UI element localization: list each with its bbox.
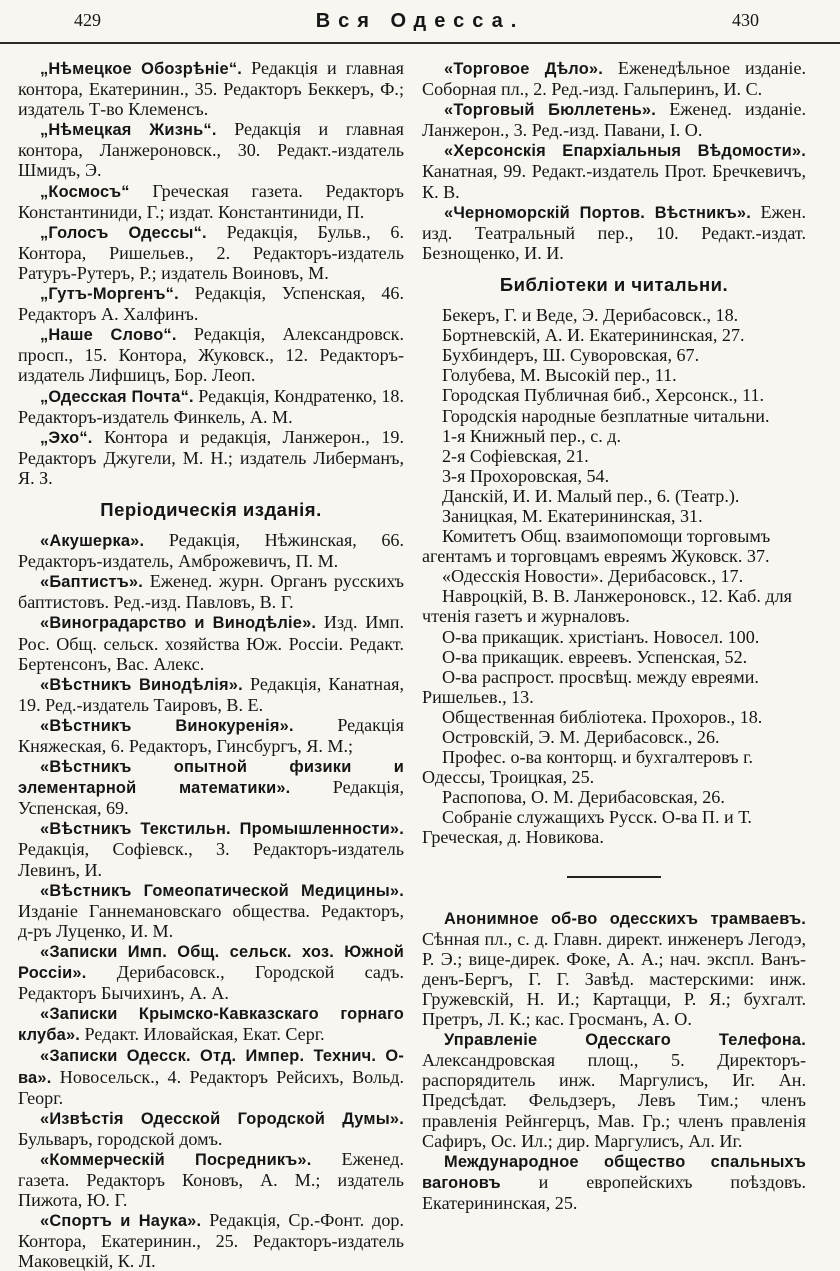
entry-text: Редакція и главная контора, Екатеринин., 35. Редакторъ Беккеръ, Ф.; издатель Т-во Клеменсъ. xyxy=(18,58,404,120)
entry xyxy=(18,1210,404,1271)
entry xyxy=(18,1108,404,1149)
entry-name: Анонимное об-во одесскихъ трамваевъ. xyxy=(444,909,806,928)
entry-name: „Наше Слово“. xyxy=(40,326,177,345)
page-number-right: 430 xyxy=(732,10,759,30)
right-bottom-entries xyxy=(422,908,806,1213)
entry-name: „Нѣмецкая Жизнь“. xyxy=(40,121,217,140)
entry xyxy=(18,1045,404,1107)
entry xyxy=(18,1149,404,1210)
entry-name: «Баптистъ». xyxy=(40,573,143,592)
entry-name: «Торговое Дѣло». xyxy=(444,60,603,78)
right-top-entries xyxy=(422,58,806,263)
entry xyxy=(422,140,806,201)
entry-text: Дерибасовск., Городской садъ. Редакторъ Бычихинъ, А. А. xyxy=(18,962,404,1004)
entry-text: Редакція, Софіевск., 3. Редакторъ-издатель Левинъ, И. xyxy=(18,839,404,880)
entry-text: Александровская площ., 5. Директоръ-распорядитель инж. Маргулисъ, Иг. Ан. Предсѣдат. Фельдзеръ, Левъ Тим.; членъ правленія Рейнгерцъ, Мав. Гр.; членъ правленія Сафиръ, Ос. Ил.; дир. Маргулисъ, Ал. Иг. xyxy=(422,1050,806,1151)
entry-name: „Космосъ“ xyxy=(40,182,130,201)
entry-text: Редакція, Канатная, 19. Ред.-издатель Таировъ, В. Е. xyxy=(18,673,404,715)
entry-name: «Акушерка». xyxy=(40,532,145,551)
list-item: Профес. о-ва конторщ. и бухгалтеровъ г. Одессы, Троицкая, 25. xyxy=(422,747,754,788)
list-item: Комитетъ Общ. взаимопомощи торговымъ агентамъ и торговцамъ евреямъ Жуковск. 37. xyxy=(422,526,771,567)
entry-name: «Записки Имп. Общ. сельск. хоз. Южной Россіи». xyxy=(18,942,404,983)
entry-text: Редакт. Иловайская, Екат. Серг. xyxy=(80,1024,325,1045)
entry-name: «Записки Одесск. Отд. Импер. Технич. О-ва». xyxy=(18,1047,404,1087)
entry-name: «Виноградарство и Винодѣліе». xyxy=(40,614,317,633)
entry xyxy=(422,58,806,99)
running-title: Вся Одесса. xyxy=(315,10,525,32)
entry xyxy=(18,119,404,180)
left-top-entries xyxy=(18,58,404,488)
list-item: Бортневскій, А. И. Екатерининская, 27. xyxy=(442,325,745,346)
entry-text: Редакція и главная контора, Ланжероновск., 30. Редакт.-издатель Шмидъ, Э. xyxy=(18,119,404,181)
list-item: Бухбиндеръ, Ш. Суворовская, 67. xyxy=(442,345,700,366)
entry-text: Изданіе Ганнемановскаго общества. Редакторъ, д-ръ Луценко, И. М. xyxy=(18,900,404,941)
entry-text: Редакція, Александровск. просп., 15. Контора, Жуковск., 12. Редакторъ-издатель Лифшицъ, Бор. Леоп. xyxy=(18,324,404,386)
entry-text: Новосельск., 4. Редакторъ Рейсихъ, Вольд. Георг. xyxy=(18,1066,404,1108)
entry xyxy=(18,324,404,385)
entry-name: „Нѣмецкое Обозрѣніе“. xyxy=(40,60,243,78)
entry-name: «Вѣстникъ Винокуренія». xyxy=(40,716,294,735)
entry-text: Еженед. журн. Органъ русскихъ баптистовъ. Ред.-изд. Павловъ, В. Г. xyxy=(18,571,404,613)
entry xyxy=(18,530,404,571)
entry xyxy=(18,386,404,427)
list-item: Навроцкій, В. В. Ланжероновск., 12. Каб. для чтенія газетъ и журналовъ. xyxy=(422,586,792,627)
entry-name: «Вѣстникъ Гомеопатической Медицины». xyxy=(40,881,404,900)
entry-name: „Голосъ Одессы“. xyxy=(40,223,207,242)
entry xyxy=(18,58,404,119)
entry-name: «Вѣстникъ опытной физики и элементарной математики». xyxy=(18,758,404,798)
list-item: О-ва прикащик. христіанъ. Новосел. 100. xyxy=(442,626,760,647)
entry xyxy=(18,222,404,283)
entry-text: Редакція, Нѣжинская, 66. Редакторъ-издатель, Амброжевичъ, П. М. xyxy=(18,530,404,572)
list-item: 3-я Прохоровская, 54. xyxy=(442,465,610,486)
list-item: О-ва прикащик. евреевъ. Успенская, 52. xyxy=(442,646,748,667)
list-item: Островскій, Э. М. Дерибасовск., 26. xyxy=(442,727,720,747)
entry-text: Редакція, Успенская, 46. Редакторъ А. Халфинъ. xyxy=(18,283,404,325)
entry-name: «Извѣстія Одесской Городской Думы». xyxy=(40,1109,404,1128)
entry-text: Редакція, Успенская, 69. xyxy=(18,777,404,819)
entry-name: «Записки Крымско-Кавказскаго горнаго клуба». xyxy=(18,1005,404,1045)
list-item: Данскій, И. И. Малый пер., 6. (Театр.). xyxy=(442,485,740,506)
entry-name: «Спортъ и Наука». xyxy=(40,1212,202,1231)
section-title-libraries: Библіотеки и читальни. xyxy=(499,273,729,295)
entry-name: «Черноморскій Портов. Вѣстникъ». xyxy=(444,203,752,222)
entry-text: Ежен. изд. Театральный пер., 10. Редакт.-издат. Безнощенко, И. И. xyxy=(422,201,807,263)
left-column xyxy=(18,58,405,1271)
entry-name: Международное общество спальныхъ вагоновъ xyxy=(422,1152,806,1192)
libraries-list xyxy=(422,305,806,848)
entry-name: «Вѣстникъ Текстильн. Промышленности». xyxy=(40,820,404,839)
list-item: 2-я Софіевская, 21. xyxy=(442,445,589,466)
entry-text: Редакція, Кондратенко, 18. Редакторъ-издатель Финкель, А. М. xyxy=(18,385,404,427)
entry xyxy=(18,181,404,222)
entry xyxy=(18,571,404,612)
entry xyxy=(18,880,404,941)
entry xyxy=(18,756,404,818)
entry-text: Еженедѣльное изданіе. Соборная пл., 2. Ред.-изд. Гальперинъ, И. С. xyxy=(422,58,806,100)
entry xyxy=(18,818,404,879)
entry xyxy=(422,908,806,1030)
entry xyxy=(18,715,404,756)
list-item: Общественная библіотека. Прохоров., 18. xyxy=(442,706,763,727)
entry-text: и европейскихъ поѣздовъ. Екатерининская, 25. xyxy=(422,1171,806,1213)
entry-text: Еженед. изданіе. Ланжерон., 3. Ред.-изд. Павани, I. О. xyxy=(422,99,807,141)
entry-name: „Одесская Почта“. xyxy=(40,387,194,406)
entry xyxy=(18,612,404,673)
entry xyxy=(422,99,806,140)
entry-name: «Херсонскія Епархіальныя Вѣдомости». xyxy=(444,142,806,161)
entry-text: Еженед. газета. Редакторъ Коновъ, А. М.; издатель Пижота, Ю. Г. xyxy=(18,1148,405,1211)
entry-text: Изд. Имп. Рос. Общ. сельск. хозяйства Юж. Россіи. Редакт. Бертенсонъ, Вас. Алекс. xyxy=(18,612,404,674)
entry-name: „Гутъ-Моргенъ“. xyxy=(40,285,179,304)
entry-name: Управленіе Одесскаго Телефона. xyxy=(444,1031,806,1050)
list-item: Голубева, М. Высокій пер., 11. xyxy=(442,365,677,386)
list-item: О-ва распрост. просвѣщ. между евреями. Ришельев., 13. xyxy=(422,666,759,707)
entry-text: Редакція, Бульв., 6. Контора, Ришельев., 2. Редакторъ-издатель Ратуръ-Рутеръ, Р.; издатель Воиновъ, М. xyxy=(18,221,404,283)
entry xyxy=(422,1029,806,1151)
entry-text: Канатная, 99. Редакт.-издатель Прот. Бречкевичъ, К. В. xyxy=(422,161,806,202)
list-item: «Одесскія Новости». Дерибасовск., 17. xyxy=(442,566,744,587)
list-item: Собраніе служащихъ Русск. О-ва П. и Т. Греческая, д. Новикова. xyxy=(422,807,752,848)
entry xyxy=(18,427,404,488)
list-item: Распопова, О. М. Дерибасовская, 26. xyxy=(442,787,725,808)
entry-text: Сѣнная пл., с. д. Главн. директ. инженеръ Легодэ, Р. Э.; вице-дирек. Фоке, А. А.; нач. экспл. Ванъ-денъ-Бергъ, Г. Г. Завѣд. мастерскими: инж. Гружевскій, Н. И.; Картацци, Р. Я.; бухгалт. Претръ, Л. К.; кас. Гросманъ, А. О. xyxy=(422,928,806,1030)
entry-text: Бульваръ, городской домъ. xyxy=(18,1128,223,1149)
entry xyxy=(18,674,404,715)
entry xyxy=(18,1003,404,1045)
list-item: Заницкая, М. Екатерининская, 31. xyxy=(442,505,703,526)
list-item: Городскія народные безплатные читальни. xyxy=(442,405,770,426)
entry-text: Греческая газета. Редакторъ Константиниди, Г.; издат. Константиниди, П. xyxy=(18,180,404,222)
entry-text: Редакція Княжеская, 6. Редакторъ, Гинсбургъ, Я. М.; xyxy=(18,714,404,756)
entry-text: Редакція, Ср.-Фонт. дор. Контора, Екатеринин., 25. Редакторъ-издатель Маковецкій, К. Л. xyxy=(18,1210,405,1271)
entry xyxy=(422,202,806,263)
page-number-left: 429 xyxy=(74,10,101,30)
entry xyxy=(18,941,404,1003)
list-item: Бекеръ, Г. и Веде, Э. Дерибасовск., 18. xyxy=(442,305,739,326)
entry xyxy=(422,1151,806,1213)
list-item: Городская Публичная биб., Херсонск., 11. xyxy=(442,385,765,406)
entry-text: Контора и редакція, Ланжерон., 19. Редакторъ Джугели, М. Н.; издатель Либерманъ, Я. З. xyxy=(18,426,404,488)
entry-name: «Вѣстникъ Винодѣлія». xyxy=(40,675,243,694)
periodicals-list xyxy=(18,530,404,1271)
entry-name: «Торговый Бюллетень». xyxy=(444,101,657,120)
entry xyxy=(18,283,404,324)
right-column xyxy=(422,58,806,1258)
list-item: 1-я Книжный пер., с. д. xyxy=(442,425,622,446)
section-divider xyxy=(567,876,661,878)
page-header xyxy=(0,0,840,44)
section-title-periodicals: Періодическія изданія. xyxy=(100,498,322,520)
entry-name: „Эхо“. xyxy=(40,428,93,447)
entry-name: «Коммерческій Посредникъ». xyxy=(40,1150,312,1169)
